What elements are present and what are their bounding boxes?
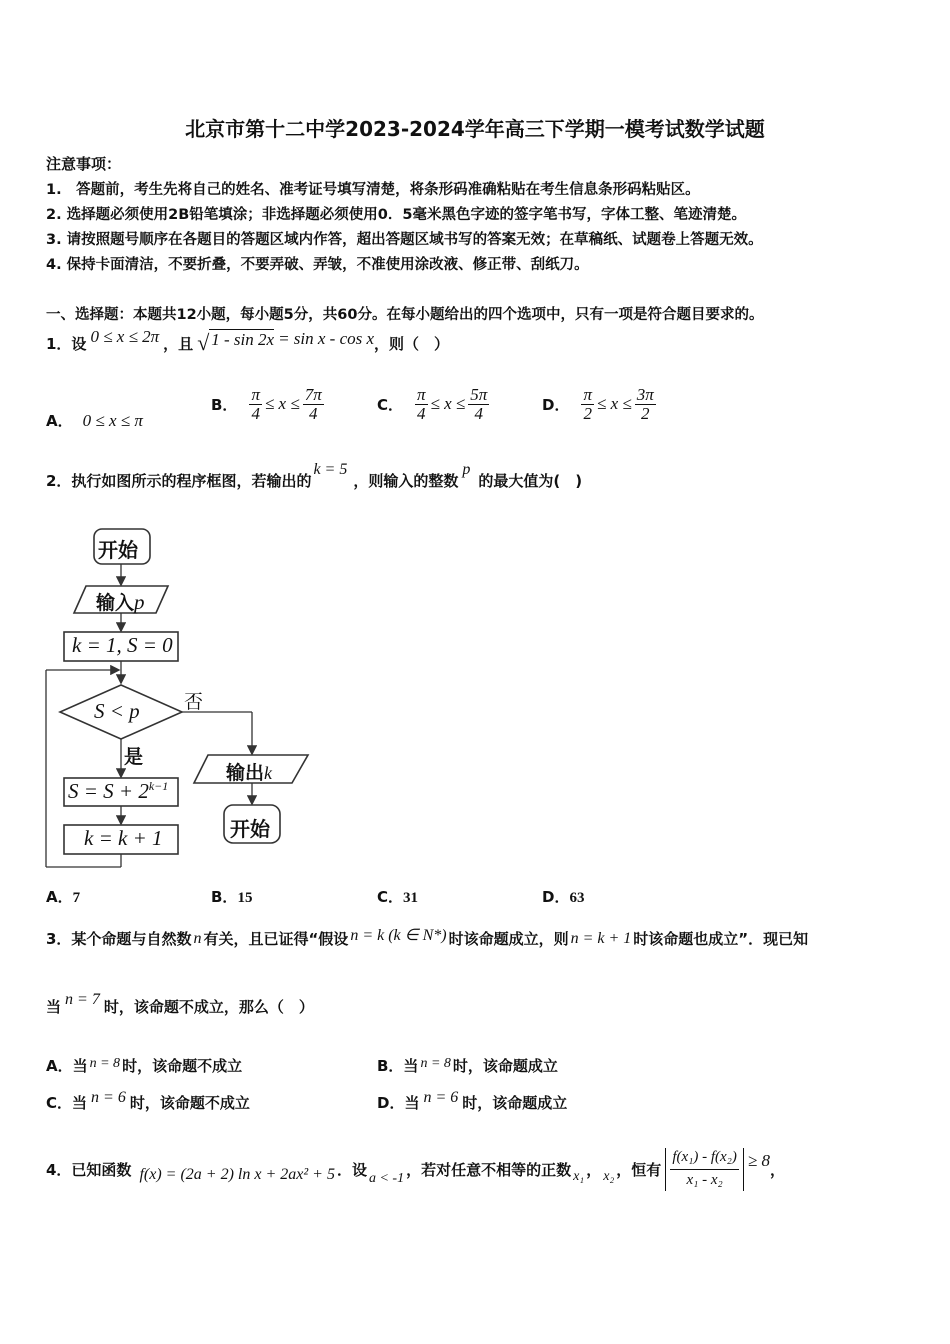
q2-option-d (542, 886, 584, 907)
q2-k-eq: k = 5 (313, 461, 348, 478)
q2-option-b (211, 886, 252, 907)
q1-option-d-mid: ≤ x ≤ (596, 394, 632, 414)
q4-frac-num: f(x₁) - f(x₂) (670, 1150, 739, 1170)
q1-option-b-frac-left (249, 386, 262, 423)
q1-mid: ，且 (163, 334, 194, 353)
flow-update-s-exp: k−1 (148, 779, 169, 793)
q3-n7: n = 7 (65, 991, 100, 1008)
q3-option-c-math: n = 6 (91, 1089, 126, 1106)
q1-option-c-frac-right (468, 386, 489, 423)
flow-input-text: 输入 (96, 592, 135, 614)
q3-line2-b: 时，该命题不成立，那么（ ） (103, 998, 314, 1016)
q3-option-b-math: n = 8 (420, 1055, 451, 1071)
q4-condition: a < -1 (368, 1171, 405, 1187)
q3-option-a-label: A．当 (46, 1057, 88, 1075)
frac-num: π (251, 385, 260, 404)
frac-den: 4 (251, 403, 260, 423)
q3-line-2 (46, 991, 314, 1019)
flow-update-s-text: S = S + 2 (68, 779, 149, 803)
q2-option-b-label: B． (211, 888, 238, 906)
q4-text-3: ，若对任意不相等的正数 (406, 1160, 572, 1179)
flowchart (40, 520, 320, 880)
q1-option-d-frac-right (635, 386, 656, 423)
q1-option-a (46, 410, 143, 431)
q1-option-c-mid: ≤ x ≤ (430, 394, 466, 414)
frac-den: 4 (417, 403, 426, 423)
frac-num: 3π (636, 385, 654, 404)
question-2 (46, 461, 583, 493)
q4-frac (670, 1150, 739, 1189)
q3-option-d-math: n = 6 (423, 1089, 459, 1106)
q3-option-c-label: C．当 (46, 1094, 88, 1112)
q2-option-c-label: C． (377, 888, 404, 906)
q3-option-c (46, 1089, 250, 1115)
frac-den: 4 (308, 403, 318, 423)
q4-tail: ， (769, 1160, 785, 1179)
q1-option-c-frac-left (415, 386, 428, 423)
q3-text-4: 时该命题也成立”．现已知 (633, 930, 809, 948)
frac-num: π (417, 385, 426, 404)
q3-option-a-tail: 时，该命题不成立 (122, 1057, 243, 1075)
q3-option-d-tail: 时，该命题成立 (462, 1094, 568, 1112)
notice-item-2: 2. 选择题必须使用2B铅笔填涂；非选择题必须使用0．5毫米黑色字迹的签字笔书写，字体工整、笔迹清楚。 (46, 207, 746, 223)
notice-item-3: 3. 请按照题号顺序在各题目的答题区域内作答，超出答题区域书写的答案无效；在草稿纸、试题卷上答题无效。 (46, 232, 763, 248)
q3-hypothesis: n = k (k ∈ N*) (350, 926, 447, 944)
q1-rhs: = sin x - cos x (278, 329, 375, 348)
frac-num: 7π (304, 385, 322, 404)
q1-option-b (211, 386, 324, 423)
q3-option-b-label: B．当 (377, 1057, 419, 1075)
q1-option-c (377, 386, 489, 423)
flow-output-var: k (264, 763, 273, 783)
q1-option-a-text: 0 ≤ x ≤ π (82, 410, 143, 430)
sqrt-icon: √ (197, 330, 210, 355)
frac-num: π (583, 385, 592, 404)
q2-option-a (46, 886, 80, 907)
frac-den: 2 (583, 403, 592, 423)
flow-update-k-label: k = k + 1 (84, 826, 163, 850)
q3-option-d (377, 1089, 568, 1115)
q1-option-a-label: A． (46, 412, 73, 430)
q2-option-c (377, 886, 418, 907)
flow-end-label: 开始 (230, 817, 270, 841)
frac-num: 5π (470, 385, 488, 404)
q3-text-1: 3．某个命题与自然数 (46, 930, 192, 948)
section-heading: 一、选择题：本题共12小题，每小题5分，共60分。在每小题给出的四个选项中，只有一项是符合题目要求的。 (46, 307, 764, 323)
flow-no-label: 否 (184, 691, 204, 713)
q4-sep: ， (586, 1160, 602, 1179)
q2-option-a-label: A． (46, 888, 73, 906)
q4-x1: x₁ (573, 1169, 585, 1185)
q1-sqrt: 1 - sin 2x (211, 329, 275, 349)
q1-option-d (542, 386, 656, 423)
frac-den: 2 (640, 403, 650, 423)
notice-item-1: 1. 答题前，考生先将自己的姓名、准考证号填写清楚，将条形码准确粘贴在考生信息条形码粘贴区。 (46, 182, 700, 198)
q2-option-b-text: 15 (237, 890, 253, 906)
flow-condition-label: S < p (94, 699, 140, 723)
q1-option-d-frac-left (581, 386, 594, 423)
q4-text-1: 4．已知函数 (46, 1160, 132, 1179)
q1-tail: ，则（ ） (374, 334, 450, 353)
q1-option-b-mid: ≤ x ≤ (264, 394, 300, 414)
q4-inequality: ≥ 8 (747, 1151, 770, 1171)
flow-yes-label: 是 (124, 746, 144, 768)
q1-option-b-label: B． (211, 395, 238, 414)
flow-input-label (96, 588, 145, 615)
q3-text-3: 时该命题成立，则 (448, 930, 569, 948)
q2-text-1: 2．执行如图所示的程序框图，若输出的 (46, 472, 312, 490)
q2-option-c-text: 31 (403, 890, 419, 906)
q4-abs-fraction (665, 1148, 744, 1191)
q1-option-d-label: D． (542, 395, 570, 414)
q1-option-b-frac-right (303, 386, 324, 423)
q2-option-a-text: 7 (72, 890, 81, 906)
page-title: 北京市第十二中学2023-2024学年高三下学期一模考试数学试题 (185, 117, 765, 141)
frac-den: 4 (474, 403, 484, 423)
q3-option-b-tail: 时，该命题成立 (452, 1057, 558, 1075)
q3-n: n (193, 929, 202, 947)
flow-output-label (226, 758, 272, 785)
question-4 (46, 1148, 785, 1191)
q3-option-b (377, 1055, 558, 1076)
flow-output-text: 输出 (226, 762, 265, 784)
q2-text-3: 的最大值为( ) (478, 472, 583, 490)
q4-frac-den: x₁ - x₂ (686, 1171, 723, 1188)
q4-x2: x₂ (603, 1169, 615, 1185)
q3-next: n = k + 1 (570, 929, 632, 947)
q4-text-4: ，恒有 (616, 1160, 662, 1179)
q2-p: p (462, 461, 471, 478)
q1-option-c-label: C． (377, 395, 404, 414)
notice-item-4: 4. 保持卡面清洁，不要折叠，不要弄破、弄皱，不准使用涂改液、修正带、刮纸刀。 (46, 257, 589, 273)
question-3 (46, 928, 808, 949)
flow-start-label: 开始 (98, 538, 138, 562)
q3-text-2: 有关，且已证得“假设 (203, 930, 349, 948)
flow-input-var: p (134, 590, 145, 614)
q3-line2-a: 当 (46, 998, 62, 1016)
q4-function: f(x) = (2a + 2) ln x + 2ax² + 5 (139, 1166, 335, 1184)
q2-text-2: ，则输入的整数 (353, 472, 459, 490)
flow-init-label: k = 1, S = 0 (72, 633, 173, 657)
flow-update-s-label (68, 779, 168, 804)
q4-text-2: ．设 (336, 1160, 367, 1179)
q3-option-a (46, 1055, 242, 1076)
q2-option-d-text: 63 (569, 890, 585, 906)
q3-option-c-tail: 时，该命题不成立 (129, 1094, 250, 1112)
q1-condition: 0 ≤ x ≤ 2π (90, 327, 160, 346)
q1-number: 1．设 (46, 334, 87, 353)
q2-option-d-label: D． (542, 888, 570, 906)
q3-option-a-math: n = 8 (89, 1055, 121, 1071)
question-1 (46, 327, 450, 356)
notice-heading: 注意事项： (46, 155, 122, 173)
q3-option-d-label: D．当 (377, 1094, 420, 1112)
flowchart-lines (40, 520, 320, 880)
